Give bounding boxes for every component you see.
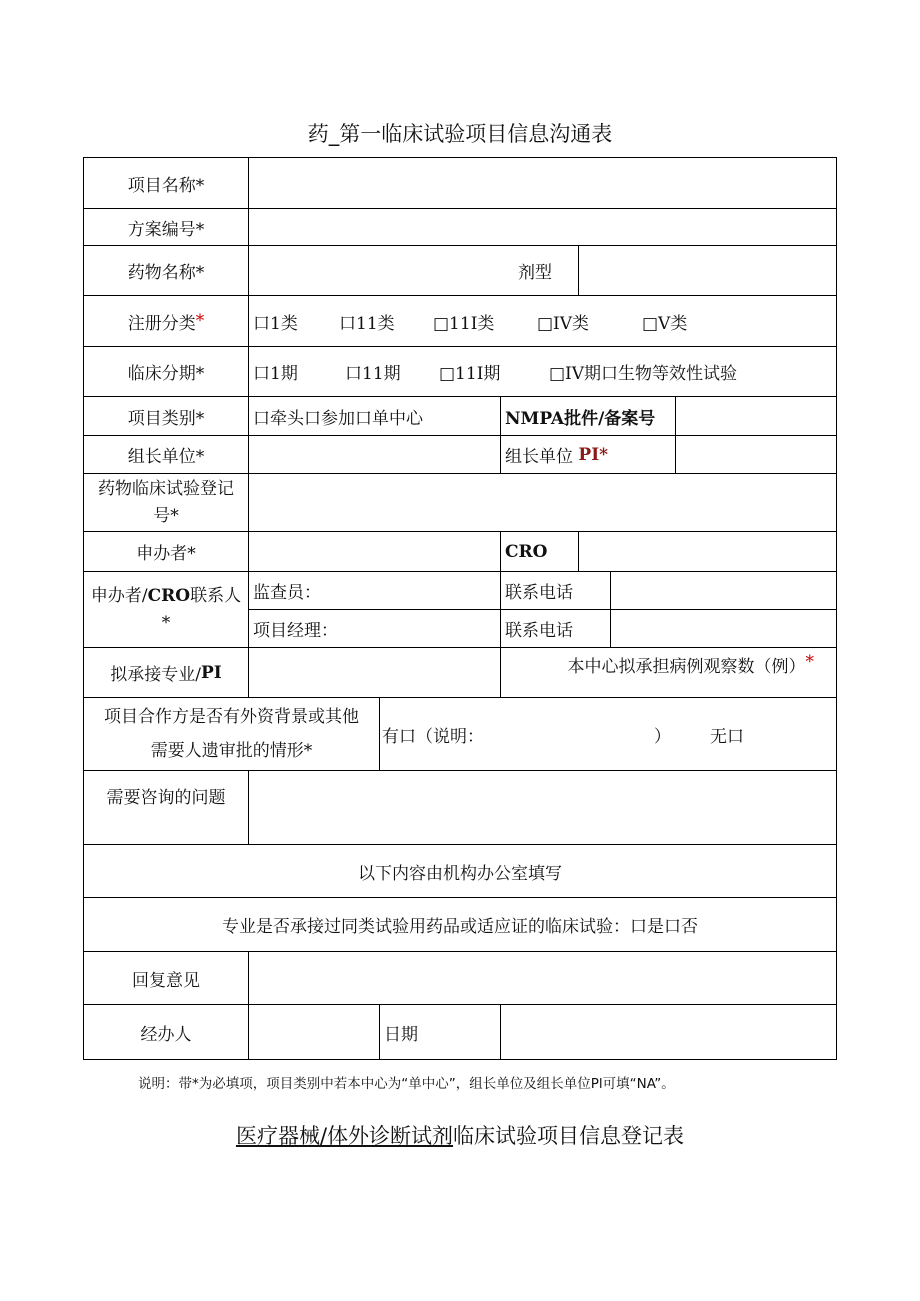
- monitor-label: 监查员：: [253, 583, 321, 603]
- phase-option[interactable]: □11I期: [439, 364, 501, 384]
- cases-field[interactable]: 本中心拟承担病例观察数（例） *: [500, 647, 837, 698]
- foreign-no-option[interactable]: 无口: [710, 726, 744, 747]
- trial-reg-no-label: 药物临床试验登记 号*: [83, 473, 249, 532]
- dosage-form-label: 剂型: [518, 263, 552, 283]
- experience-question[interactable]: 专业是否承接过同类试验用药品或适应证的临床试验：口是口否: [83, 897, 837, 952]
- footnote: 说明：带*为必填项，项目类别中若本中心为“单中心”，组长单位及组长单位Pl可填“NA”。: [138, 1076, 675, 1092]
- leader-pi-label: 组长单位 PI*: [500, 435, 676, 474]
- foreign-paren: ）: [654, 726, 671, 747]
- category-label: 项目类别*: [83, 396, 249, 436]
- cases-label: 本中心拟承担病例观察数（例）: [567, 657, 806, 677]
- specialty-field[interactable]: [248, 647, 501, 698]
- reg-class-option[interactable]: □11I类: [433, 313, 495, 334]
- reg-class-option[interactable]: 口1类: [253, 313, 298, 334]
- pm-field[interactable]: [248, 609, 501, 648]
- phase-option[interactable]: □IV期口生物等效性试验: [549, 364, 738, 384]
- project-name-label: 项目名称*: [83, 157, 249, 209]
- nmpa-field[interactable]: [675, 396, 837, 436]
- phase-option[interactable]: 口11期: [345, 364, 401, 384]
- sponsor-label: 申办者*: [83, 531, 249, 572]
- reg-class-option[interactable]: □IV类: [537, 313, 590, 334]
- office-section-header: 以下内容由机构办公室填写: [83, 844, 837, 898]
- date-label: 日期: [379, 1004, 501, 1060]
- handler-label: 经办人: [83, 1004, 249, 1060]
- phase-option[interactable]: 口1期: [253, 364, 298, 384]
- drug-name-label: 药物名称*: [83, 245, 249, 296]
- foreign-label: 项目合作方是否有外资背景或其他 需要人遗审批的情形*: [83, 697, 380, 771]
- handler-field[interactable]: [248, 1004, 380, 1060]
- phone1-label: 联系电话: [500, 571, 611, 610]
- phase-options[interactable]: [248, 346, 837, 397]
- page-title: 药_第一临床试验项目信息沟通表: [307, 122, 613, 146]
- category-options[interactable]: 口牵头口参加口单中心: [248, 396, 501, 436]
- contact-label: 申办者/CRO联系人 *: [83, 571, 249, 648]
- trial-reg-no-field[interactable]: [248, 473, 837, 532]
- leader-pi-field[interactable]: [675, 435, 837, 474]
- reg-class-options[interactable]: [248, 295, 837, 347]
- reg-class-option[interactable]: □V类: [642, 313, 688, 334]
- required-star: *: [195, 311, 205, 331]
- monitor-field[interactable]: [248, 571, 501, 610]
- reply-label: 回复意见: [83, 951, 249, 1005]
- specialty-label: 拟承接专业/ PI: [83, 647, 249, 698]
- project-name-field[interactable]: [248, 157, 837, 209]
- leader-unit-field[interactable]: [248, 435, 501, 474]
- reg-class-option[interactable]: 口11类: [339, 313, 395, 334]
- foreign-field[interactable]: [379, 697, 837, 771]
- phone1-field[interactable]: [610, 571, 837, 610]
- questions-label: 需要咨询的问题: [83, 770, 249, 845]
- nmpa-label: NMPA批件/备案号: [500, 396, 676, 436]
- protocol-no-label: 方案编号*: [83, 208, 249, 246]
- pm-label: 项目经理：: [253, 621, 338, 641]
- phase-label: 临床分期*: [83, 346, 249, 397]
- phone2-label: 联系电话: [500, 609, 611, 648]
- questions-field[interactable]: [248, 770, 837, 845]
- cro-label: CRO: [500, 531, 579, 572]
- reply-field[interactable]: [248, 951, 837, 1005]
- reg-class-label: 注册分类 *: [83, 295, 249, 347]
- foreign-yes-option[interactable]: 有口（说明：: [382, 726, 484, 747]
- drug-name-field[interactable]: [248, 245, 579, 296]
- date-field[interactable]: [500, 1004, 837, 1060]
- dosage-form-field[interactable]: [578, 245, 837, 296]
- leader-unit-label: 组长单位*: [83, 435, 249, 474]
- second-title: 医疗器械/体外诊断试剂临床试验项目信息登记表: [235, 1124, 685, 1148]
- phone2-field[interactable]: [610, 609, 837, 648]
- sponsor-field[interactable]: [248, 531, 501, 572]
- cro-field[interactable]: [578, 531, 837, 572]
- protocol-no-field[interactable]: [248, 208, 837, 246]
